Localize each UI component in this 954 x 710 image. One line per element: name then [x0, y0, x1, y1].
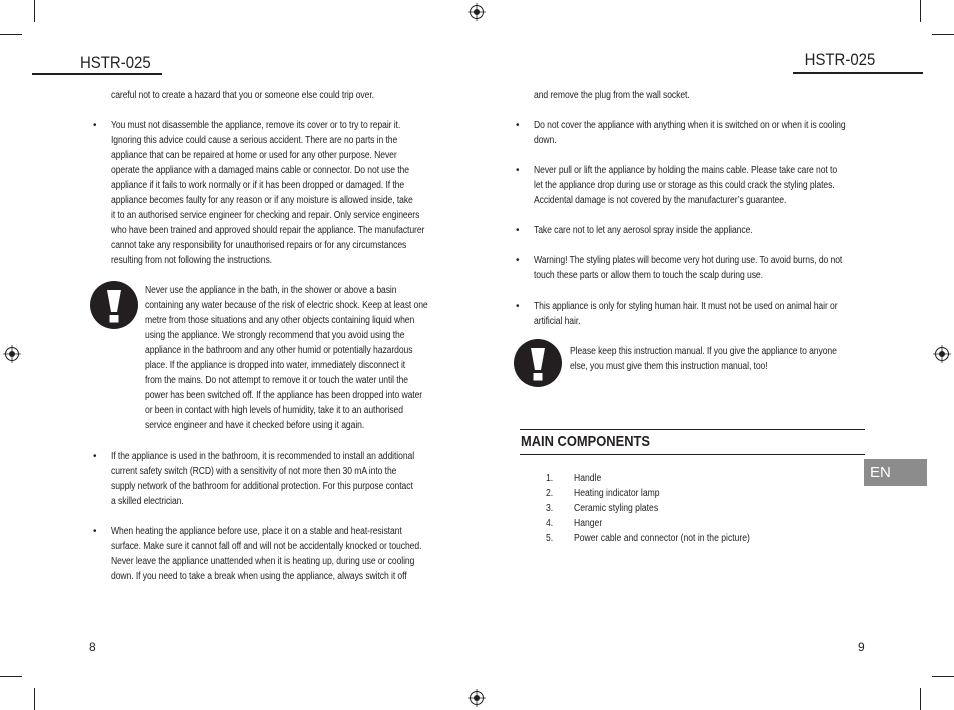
list-item-number: 1.	[546, 473, 554, 484]
right-bullet-cover: Do not cover the appliance with anything when it is switched on or when it is cooling down.	[534, 120, 846, 146]
left-header-rule	[32, 73, 162, 75]
list-item-label: Handle	[574, 473, 602, 484]
left-bullet-rcd: If the appliance is used in the bathroom, it is recommended to install an additional current safety switch (RCD) with a sensitivity of not more then 30 mA into the supply network of the bathroom for additional protection. For this purpose contact a skilled electrician.	[111, 451, 415, 507]
right-bullet-aerosol: Take care not to let any aerosol spray inside the appliance.	[534, 225, 753, 236]
crop-mark-top-left-h	[0, 34, 22, 35]
right-continuation-text: and remove the plug from the wall socket.	[534, 90, 690, 101]
bullet: •	[516, 301, 520, 312]
left-bullet-heating: When heating the appliance before use, place it on a stable and heat-resistant surface. Make sure it cannot fall off and will not be accidentally knocked or touched. Never leave the appliance unattended when it is heating up, during use or cooling down. If you need to take a break when using the appliance, always switch it off	[111, 526, 422, 582]
right-header-rule	[793, 72, 923, 74]
crop-mark-top-right	[920, 0, 921, 22]
exclamation-circle-icon	[514, 339, 562, 387]
section-rule-top	[520, 429, 865, 430]
bullet: •	[516, 225, 520, 236]
right-page-number: 9	[858, 640, 865, 654]
left-bullet-disassemble: You must not disassemble the appliance, remove its cover or to try to repair it. Ignoring this advice could cause a serious accident. There are no parts in the appliance that can be repaired at home or used for any other purpose. Never operate the appliance with a damaged mains cable or connector. Do not use the appliance if it fails to work normally or if it has been dropped or damaged. If the appliance becomes faulty for any reason or if any moisture is allowed inside, take it to an authorised service engineer for checking and repair. Only service engineers who have been trained and approved should repair the appliance. The manufacturer cannot take any responsibility for unauthorised repairs or for any circumstances resulting from not following the instructions.	[111, 120, 425, 266]
right-warning-text: Please keep this instruction manual. If you give the appliance to anyone else, you must give them this instruction manual, too!	[570, 346, 837, 372]
bullet: •	[516, 165, 520, 176]
registration-mark-icon	[468, 3, 486, 21]
bullet: •	[93, 120, 97, 131]
list-item-label: Heating indicator lamp	[574, 488, 660, 499]
bullet: •	[516, 120, 520, 131]
registration-mark-icon	[468, 689, 486, 707]
crop-mark-top-left	[34, 0, 35, 22]
crop-mark-top-right-h	[932, 34, 954, 35]
crop-mark-bottom-right	[920, 688, 921, 710]
section-rule-bottom	[520, 454, 865, 455]
registration-mark-icon	[933, 345, 951, 363]
crop-mark-bottom-left	[34, 688, 35, 710]
list-item-label: Ceramic styling plates	[574, 503, 659, 514]
right-bullet-hot-plates: Warning! The styling plates will become very hot during use. To avoid burns, do not touch these parts or allow them to touch the scalp during use.	[534, 255, 843, 281]
bullet: •	[93, 526, 97, 537]
section-title-main-components: MAIN COMPONENTS	[521, 433, 650, 450]
left-model-title: HSTR-025	[80, 53, 151, 72]
crop-mark-bottom-left-h	[0, 676, 22, 677]
right-bullet-human-hair: This appliance is only for styling human hair. It must not be used on animal hair or artificial hair.	[534, 301, 838, 327]
bullet: •	[516, 255, 520, 266]
list-item-label: Hanger	[574, 518, 603, 529]
language-tab-en: EN	[864, 459, 927, 486]
list-item-number: 4.	[546, 518, 554, 529]
bullet: •	[93, 451, 97, 462]
left-continuation-text: careful not to create a hazard that you or someone else could trip over.	[111, 90, 374, 101]
list-item-number: 3.	[546, 503, 554, 514]
right-bullet-mains-cable: Never pull or lift the appliance by holding the mains cable. Please take care not to let the appliance drop during use or storage as this could crack the styling plates. Accidental damage is not covered by the manufacturer’s guarantee.	[534, 165, 838, 206]
right-model-title: HSTR-025	[804, 50, 875, 69]
left-page-number: 8	[89, 640, 96, 654]
list-item-number: 5.	[546, 533, 554, 544]
registration-mark-icon	[3, 345, 21, 363]
exclamation-circle-icon	[90, 281, 138, 329]
list-item-number: 2.	[546, 488, 554, 499]
left-warning-text: Never use the appliance in the bath, in the shower or above a basin containing any water because of the risk of electric shock. Keep at least one metre from those situations and any other objects containing liquid when using the appliance. We strongly recommend that you avoid using the appliance in the bathroom and any other humid or potentially hazardous place. If the appliance is dropped into water, immediately disconnect it from the mains. Do not attempt to remove it or touch the water until the power has been switched off. If the appliance has been dropped into water or been in contact with high levels of humidity, take it to an authorised service engineer and have it checked before using it again.	[145, 285, 428, 431]
list-item-label: Power cable and connector (not in the picture)	[574, 533, 750, 544]
crop-mark-bottom-right-h	[932, 676, 954, 677]
